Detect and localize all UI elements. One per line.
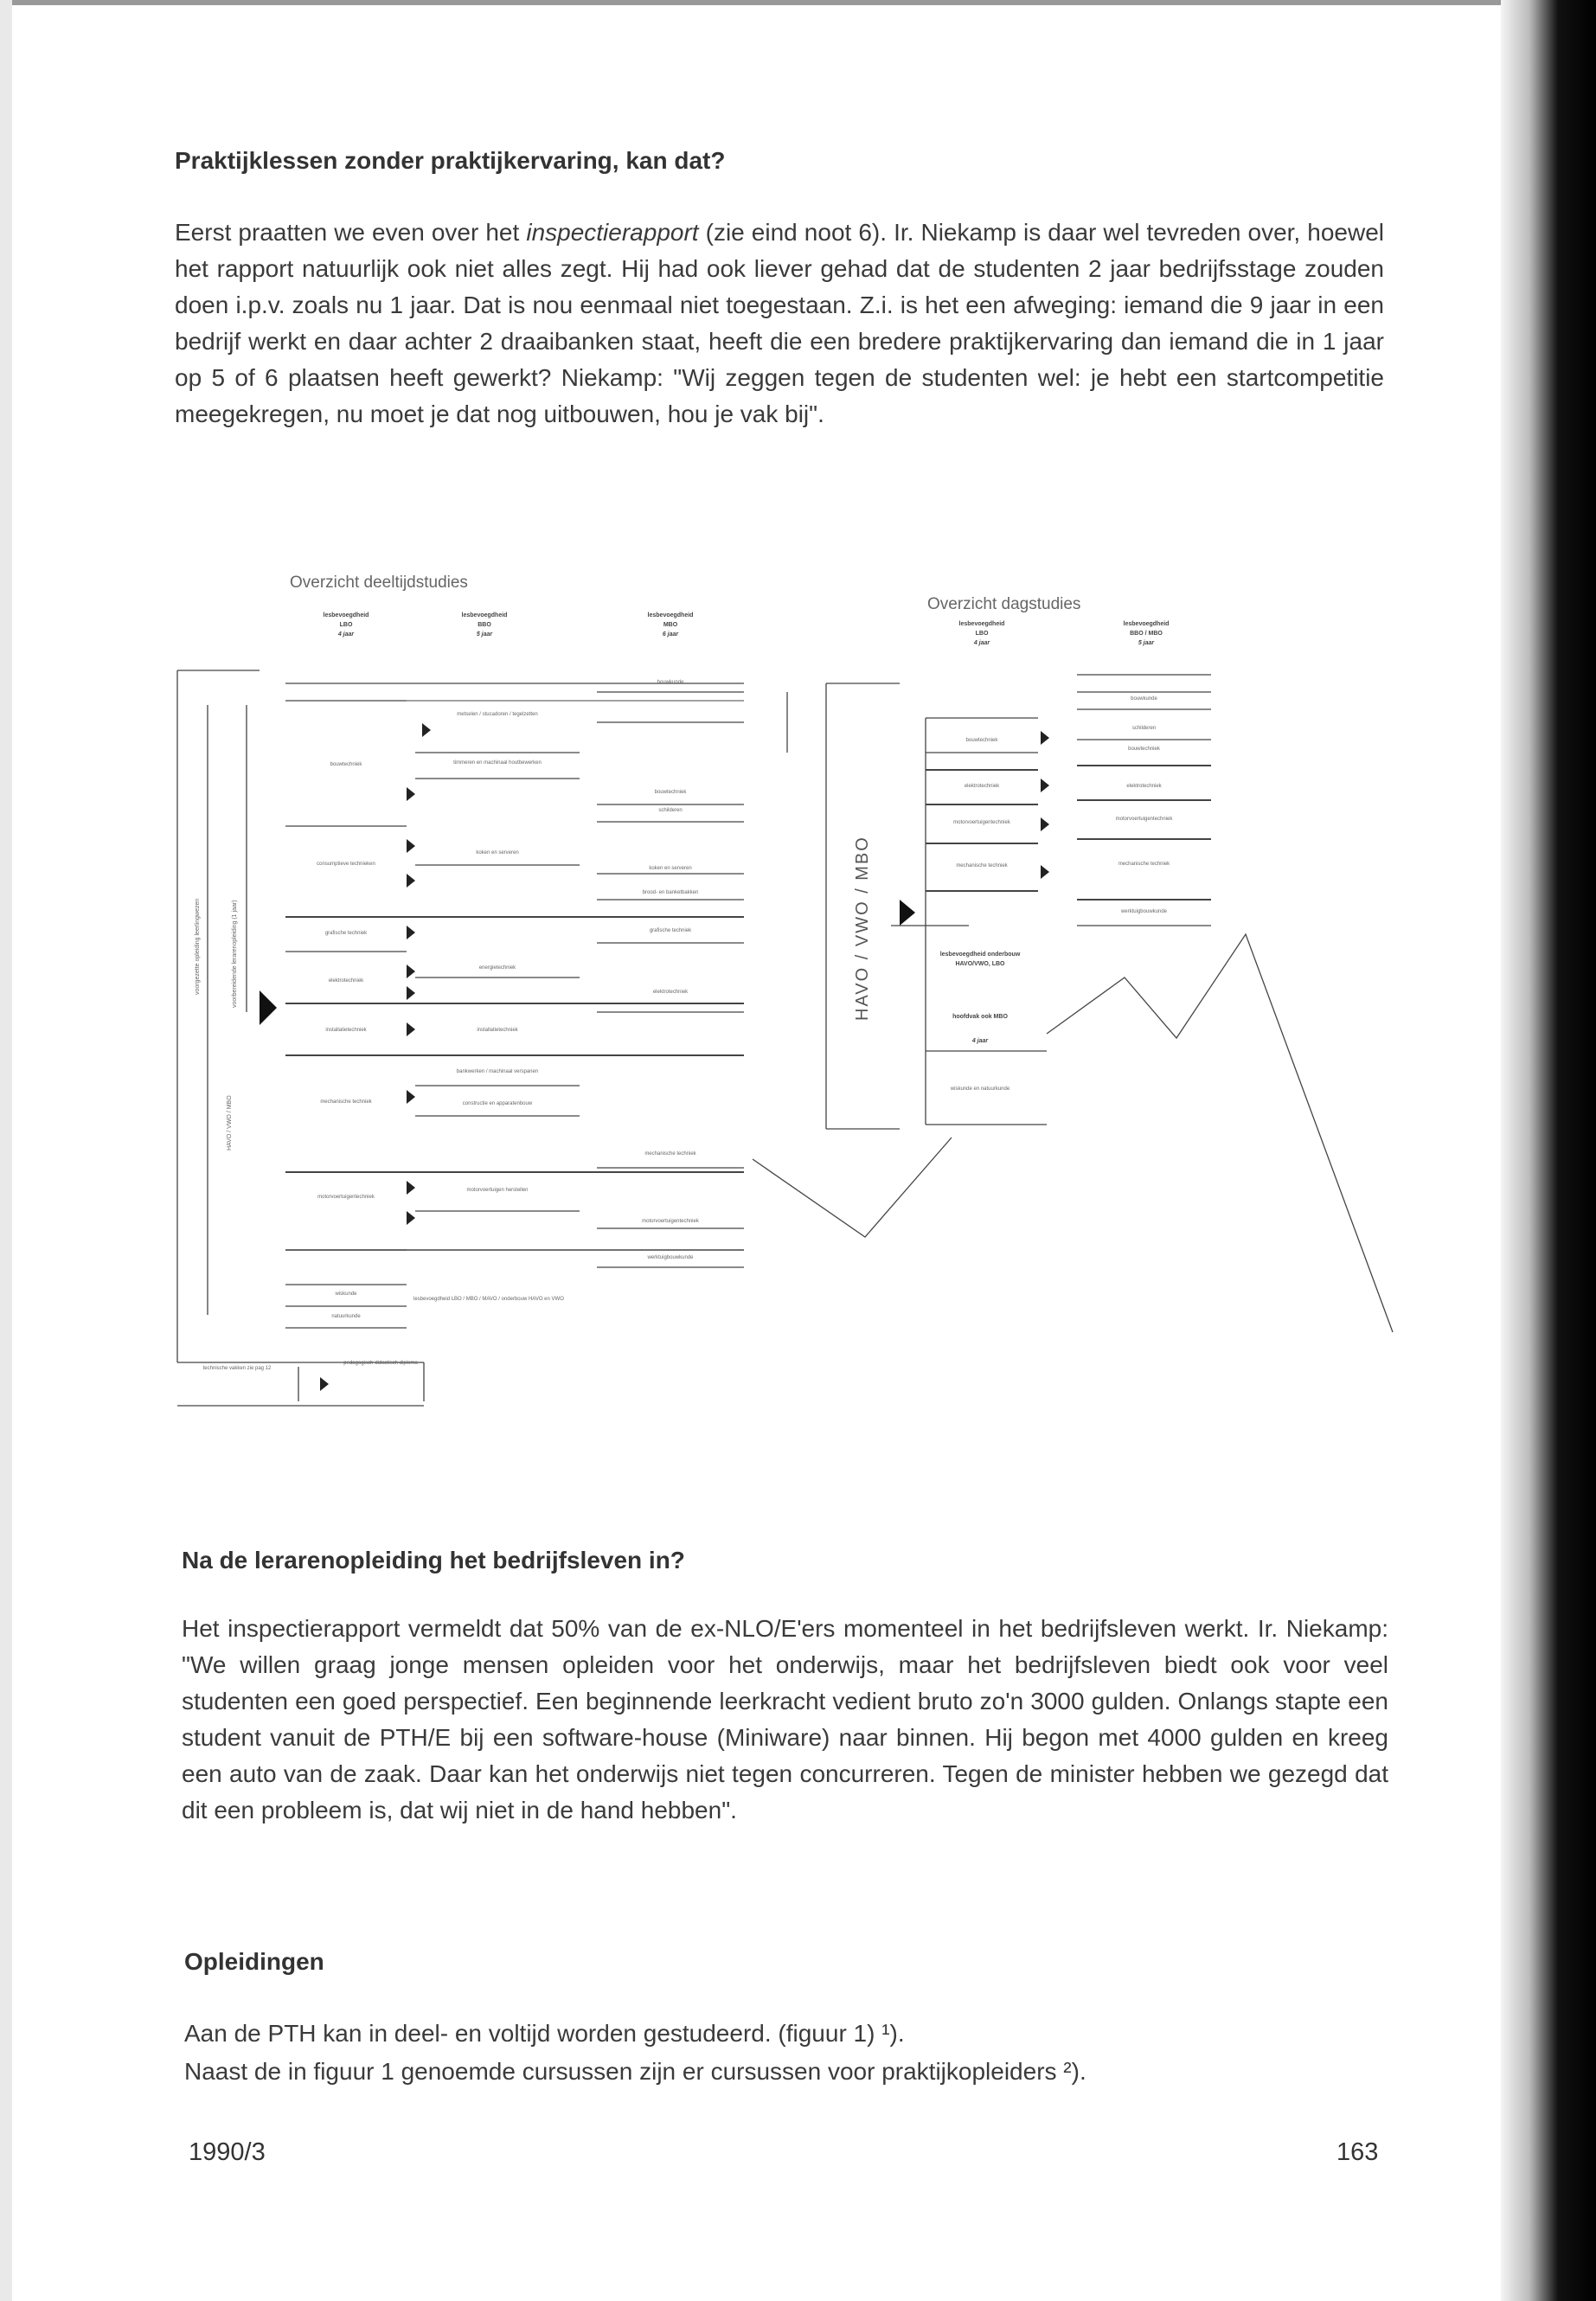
emphasis-inspectierapport: inspectierapport [526,219,699,246]
box-mbo-9: motorvoertuigentechniek [642,1219,699,1224]
header-level: LBO [339,622,353,628]
arrow-icon [407,874,415,888]
box-lbo-2: consumptieve technieken [317,862,375,867]
arrow-icon [1041,779,1049,792]
box-bbo-5: installatietechniek [477,1028,518,1033]
box-mbo-8: mechanische techniek [644,1151,696,1157]
header-duration: 5 jaar [1138,640,1155,646]
header-lbo-dag [930,619,1034,648]
header-level: MBO [663,622,678,628]
arrow-icon [1041,731,1049,745]
box-lbo-6: mechanische techniek [320,1099,372,1105]
vertical-label-leerlingwezen: voorgezette opleiding leerlingwezen [195,898,201,995]
arrow-icon [407,839,415,853]
footer-page-number: 163 [1336,2138,1379,2166]
header-label: lesbevoegdheid [323,612,369,619]
arrow-icon [407,926,415,939]
note-lesbevoegdheid: lesbevoegdheid LBO / MBO / MAVO / onderbouw HAVO en VWO [413,1297,564,1302]
section-heading-opleidingen: Opleidingen [184,1948,324,1975]
box-lbo-1: bouwtechniek [330,762,362,767]
box-dag-bbo-4: elektrotechniek [1126,784,1162,789]
vertical-label-havo-mid: HAVO / VWO / MBO [853,836,872,1021]
section-heading-praktijklessen: Praktijklessen zonder praktijkervaring, kan dat? [175,147,726,174]
box-bbo-3: koken en serveren [476,850,519,856]
box-bbo-2: timmeren en machinaal houtbewerken [453,760,542,766]
box-dag-bbo-6: mechanische techniek [1118,862,1170,867]
header-label: lesbevoegdheid [958,621,1005,627]
header-level: BBO / MBO [1130,631,1163,637]
box-lbo-7: motorvoertuigentechniek [317,1195,375,1200]
arrow-icon [1041,817,1049,831]
box-mbo-6: grafische techniek [649,928,692,933]
box-dag-lbo-2: elektrotechniek [964,784,1000,789]
header-mbo-deeltijd [619,611,722,639]
box-mbo-1: bouwkunde [657,680,684,685]
box-dag-bbo-1: bouwkunde [1131,696,1157,702]
box-dag-lbo-3: motorvoertuigentechniek [953,820,1010,825]
box-natuurkunde: natuurkunde [331,1314,361,1319]
header-level: LBO [975,631,989,637]
paragraph-opleidingen-2: Naast de in figuur 1 genoemde cursussen zijn er cursussen voor praktijkopleiders ²). [184,2058,1086,2085]
header-bbo-deeltijd [433,611,536,639]
box-mbo-4: koken en serveren [649,866,692,871]
box-bbo-4: energietechniek [478,965,516,971]
vertical-label-voorbereidend: voorbereidende lerarenopleiding (1 jaar) [232,900,238,1008]
box-dag-bbo-3: bouwtechniek [1128,747,1160,752]
header-lbo-deeltijd [294,611,398,639]
box-pedagogisch-diploma: pedagogisch-didactisch diploma [343,1361,418,1366]
box-bbo-7: constructie en apparatenbouw [462,1101,533,1106]
box-bbo-6: bankwerken / machinaal verspanen [456,1069,539,1074]
vertical-label-havo-left: HAVO / VWO / MBO [227,1095,233,1150]
paragraph-text-rest: (zie eind noot 6). Ir. Niekamp is daar wel tevreden over, hoewel het rapport natuurlijk ook niet alles zegt. Hij had ook liever gehad dat de studenten 2 jaar bedrijfsstage zouden doen i.p.v. zoals nu 1 jaar. Dat is nou eenmaal niet toegestaan. Z.i. is het een afweging: iemand die 9 jaar in een bedrijf werkt en daar achter 2 draaibanken staat, heeft die een bredere praktijkervaring dan iemand die in 1 jaar op 5 of 6 plaatsen heeft gewerkt? Niekamp: "Wij zeggen tegen de studenten wel: je hebt een startcompetitie meegekregen, nu moet je dat nog uitbouwen, hou je vak bij". [175,219,1384,427]
box-lbo-3: grafische techniek [324,931,368,936]
box-dag-bevoegdheid-onderbouw: lesbevoegdheid onderbouw HAVO/VWO, LBO [939,952,1021,967]
box-dag-bbo-7: werktuigbouwkunde [1120,909,1168,914]
header-duration: 4 jaar [973,640,990,646]
box-dag-lbo-4: mechanische techniek [956,863,1008,868]
header-label: lesbevoegdheid [1123,621,1170,627]
arrow-icon [407,787,415,801]
box-mbo-5: brood- en banketbakken [642,890,699,895]
box-dag-lbo-1: bouwtechniek [965,738,998,743]
figure-title-deeltijd: Overzicht deeltijdstudies [290,574,468,592]
header-label: lesbevoegdheid [461,612,508,619]
header-duration: 4 jaar [337,631,355,638]
figure-title-dagstudies: Overzicht dagstudies [927,595,1081,613]
arrow-icon [407,1211,415,1225]
box-dag-hoofdvak-mbo: hoofdvak ook MBO [952,1014,1008,1020]
box-lbo-5: installatietechniek [325,1028,367,1033]
arrow-icon [407,1090,415,1104]
box-wiskunde: wiskunde [335,1292,357,1297]
box-mbo-3: schilderen [658,808,683,813]
box-dag-duration: 4 jaar [971,1038,989,1044]
arrow-icon [1041,865,1049,879]
header-duration: 5 jaar [476,631,493,638]
arrow-icon [407,986,415,1000]
box-dag-bbo-5: motorvoertuigentechniek [1115,817,1173,822]
box-mbo-10: werktuigbouwkunde [647,1255,694,1260]
paragraph-opleidingen-1: Aan de PTH kan in deel- en voltijd worden gestudeerd. (figuur 1) ¹). [184,2020,905,2047]
header-bbo-dag [1090,619,1202,648]
footer-issue: 1990/3 [189,2138,266,2166]
box-bbo-8: motorvoertuigen herstellen [466,1188,529,1193]
paragraph-bedrijfsleven: Het inspectierapport vermeldt dat 50% van de ex-NLO/E'ers momenteel in het bedrijfsleven werkt. Ir. Niekamp: "We willen graag jonge mensen opleiden voor het onderwijs, maar het bedrijfsleven biedt ook voor veel studenten een goed perspectief. Een beginnende leerkracht vedient bruto zo'n 3000 gulden. Onlangs stapte een student vanuit de PTH/E bij een software-house (Miniware) naar binnen. Hij begon met 4000 gulden en kreeg een auto van de zaak. Daar kan het onderwijs niet tegen concurreren. Tegen de minister hebben we gezegd dat dit een probleem is, dat wij niet in de hand hebben". [182,1615,1388,1823]
header-level: BBO [478,622,491,628]
arrow-icon [407,1022,415,1036]
box-bbo-1: metselen / stucadoren / tegelzetten [457,712,538,717]
arrow-icon [407,1181,415,1195]
paragraph-text-start: Eerst praatten we even over het [175,219,527,246]
arrow-icon [422,723,431,737]
arrow-icon [407,965,415,978]
box-dag-wiskunde: wiskunde en natuurkunde [950,1086,1010,1092]
box-technische-vakken: technische vakken zie pag 12 [202,1366,272,1371]
header-label: lesbevoegdheid [647,612,694,619]
section-heading-bedrijfsleven: Na de lerarenopleiding het bedrijfsleven in? [182,1547,685,1574]
arrow-icon [320,1377,329,1391]
box-dag-bbo-2: schilderen [1131,726,1157,731]
box-mbo-2: bouwtechniek [654,790,687,795]
box-mbo-7: elektrotechniek [652,990,689,995]
box-lbo-4: elektrotechniek [328,978,364,984]
header-duration: 6 jaar [662,631,679,638]
